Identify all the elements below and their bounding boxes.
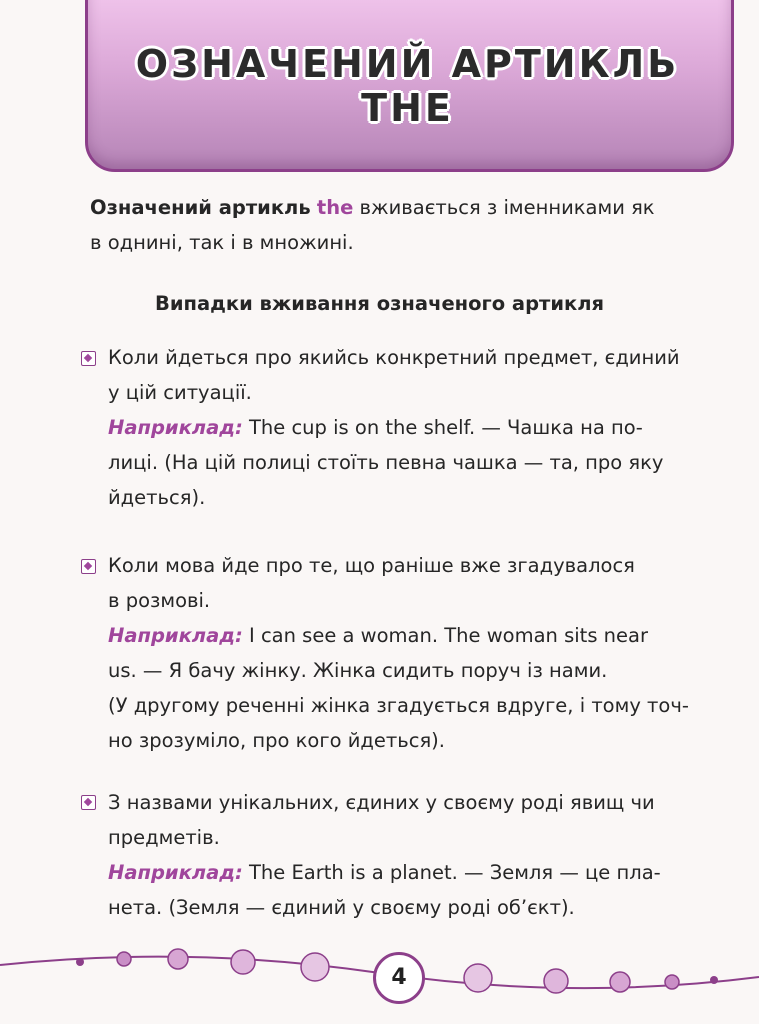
intro-bold-text: Означений артикль: [90, 196, 311, 219]
case-2: [108, 548, 728, 758]
example-label: Наприклад:: [108, 861, 243, 884]
header-banner: [85, 0, 730, 168]
intro-line-1-rest: вживається з іменниками як: [359, 196, 655, 219]
footer-dot: [168, 949, 188, 969]
case-1: [108, 340, 728, 515]
example-label: Наприклад:: [108, 416, 243, 439]
footer-dot: [710, 976, 718, 984]
case-2-example-line-3: но зрозуміло, про кого йдеться).: [108, 729, 445, 752]
footer-dot: [665, 975, 679, 989]
bullet-diamond-icon: [78, 556, 98, 576]
case-2-example-line-1: us. — Я бачу жінку. Жінка сидить поруч із нами.: [108, 659, 608, 682]
example-label: Наприклад:: [108, 624, 243, 647]
footer-dot: [544, 969, 568, 993]
intro-paragraph: [90, 190, 730, 260]
footer-dot: [301, 953, 329, 981]
section-subheading: Випадки вживання означеного артикля: [154, 292, 605, 315]
case-1-example-line-2: йдеться).: [108, 486, 206, 509]
footer-dot: [76, 958, 84, 966]
intro-line-1: [90, 190, 730, 225]
case-3-example: [108, 855, 728, 890]
case-3-example-first: The Earth is a planet. — Земля — це пла-: [249, 861, 661, 884]
bullet-diamond-icon: [78, 792, 98, 812]
case-1-example-first: The cup is on the shelf. — Чашка на по-: [249, 416, 643, 439]
case-2-example: [108, 618, 728, 653]
case-1-rule-line-1: Коли йдеться про якийсь конкретний предмет, єдиний: [108, 346, 680, 369]
case-3-example-line-1: нета. (Земля — єдиний у своєму роді об’єкт).: [108, 896, 575, 919]
footer-dot: [610, 972, 630, 992]
case-2-example-first: I can see a woman. The woman sits near: [249, 624, 649, 647]
footer-dot: [231, 950, 255, 974]
case-3-rule-line-1: З назвами унікальних, єдиних у своєму роді явищ чи: [108, 791, 655, 814]
case-2-rule-line-2: в розмові.: [108, 589, 211, 612]
case-1-example-line-1: лиці. (На цій полиці стоїть певна чашка — та, про яку: [108, 451, 664, 474]
case-3-rule-line-2: предметів.: [108, 826, 220, 849]
intro-line-2: в однині, так і в множині.: [90, 231, 354, 254]
bullet-diamond-icon: [78, 348, 98, 368]
case-2-rule-line-1: Коли мова йде про те, що раніше вже згадувалося: [108, 554, 635, 577]
footer-dot: [464, 964, 492, 992]
case-1-example: [108, 410, 728, 445]
footer-dot: [117, 952, 131, 966]
article-the: the: [316, 196, 354, 219]
case-3: [108, 785, 728, 925]
page-title: ОЗНАЧЕНИЙ АРТИКЛЬ THE: [135, 42, 680, 130]
page-number: 4: [373, 952, 425, 1004]
case-2-example-line-2: (У другому реченні жінка згадується вдруге, і тому точ-: [108, 694, 689, 717]
case-1-rule-line-2: у цій ситуації.: [108, 381, 252, 404]
